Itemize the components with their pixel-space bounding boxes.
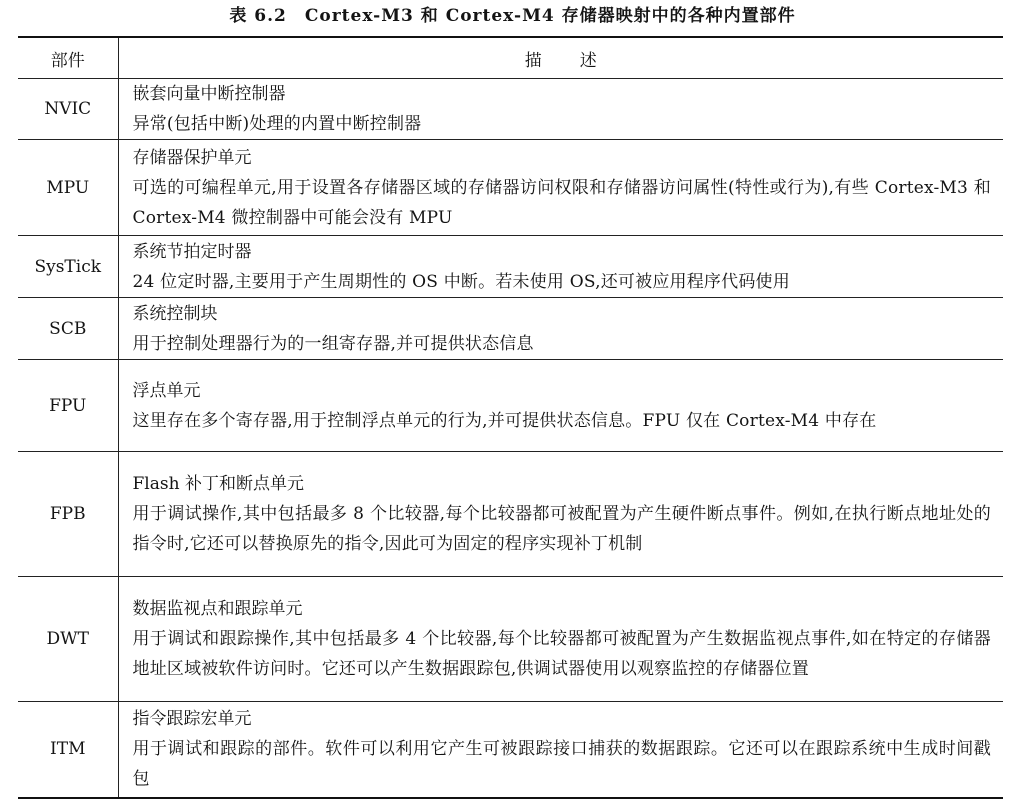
component-name: SCB	[18, 298, 118, 360]
description-title: 系统节拍定时器	[132, 241, 252, 262]
component-name: DWT	[18, 577, 118, 702]
description-body: 异常(包括中断)处理的内置中断控制器	[132, 114, 422, 134]
description-body: 这里存在多个寄存器,用于控制浮点单元的行为,并可提供状态信息。FPU 仅在 Cortex-M4 中存在	[132, 410, 877, 431]
table-row	[18, 577, 1003, 702]
description-body: 用于调试操作,其中包括最多 8 个比较器,每个比较器都可被配置为产生硬件断点事件。例如,在执行断点地址处的指令时,它还可以替换原先的指令,因此可为固定的程序实现补丁机制	[132, 504, 991, 554]
component-name: NVIC	[18, 79, 118, 140]
table-row	[18, 236, 1003, 298]
component-description	[118, 577, 1003, 702]
description-title: Flash 补丁和断点单元	[132, 474, 304, 494]
table-row	[18, 360, 1003, 452]
component-description	[118, 360, 1003, 452]
description-title: 数据监视点和跟踪单元	[132, 599, 303, 619]
header-component: 部件	[18, 37, 118, 79]
component-description	[118, 298, 1003, 360]
table-row	[18, 79, 1003, 140]
description-body: 用于调试和跟踪的部件。软件可以利用它产生可被跟踪接口捕获的数据跟踪。它还可以在跟踪系统中生成时间戳包	[132, 739, 991, 790]
description-body: 24 位定时器,主要用于产生周期性的 OS 中断。若未使用 OS,还可被应用程序代码使用	[132, 271, 790, 292]
description-title: 指令跟踪宏单元	[132, 709, 252, 730]
component-description	[118, 236, 1003, 298]
table-row	[18, 140, 1003, 236]
description-body: 用于控制处理器行为的一组寄存器,并可提供状态信息	[132, 333, 534, 354]
description-title: 系统控制块	[132, 303, 218, 324]
component-description	[118, 140, 1003, 236]
component-name: SysTick	[18, 236, 118, 298]
description-body: 用于调试和跟踪操作,其中包括最多 4 个比较器,每个比较器都可被配置为产生数据监视点事件,如在特定的存储器地址区域被软件访问时。它还可以产生数据跟踪包,供调试器使用以观察监控的存储器位置	[132, 629, 991, 679]
component-name: FPB	[18, 452, 118, 577]
description-title: 存储器保护单元	[132, 147, 252, 168]
component-description	[118, 79, 1003, 140]
component-name: ITM	[18, 702, 118, 798]
description-title: 浮点单元	[132, 380, 201, 401]
description-title: 嵌套向量中断控制器	[132, 84, 286, 104]
table-caption: 表 6.2 Cortex-M3 和 Cortex-M4 存储器映射中的各种内置部件	[229, 6, 796, 26]
table-row	[18, 702, 1003, 798]
component-description	[118, 452, 1003, 577]
description-body: 可选的可编程单元,用于设置各存储器区域的存储器访问权限和存储器访问属性(特性或行为),有些 Cortex-M3 和 Cortex-M4 微控制器中可能会没有 MPU	[132, 177, 991, 228]
header-description: 描述	[118, 37, 1003, 79]
table-row	[18, 452, 1003, 577]
components-table	[18, 36, 1003, 799]
component-name: FPU	[18, 360, 118, 452]
component-name: MPU	[18, 140, 118, 236]
table-row	[18, 298, 1003, 360]
component-description	[118, 702, 1003, 798]
table-header-row	[18, 37, 1003, 79]
